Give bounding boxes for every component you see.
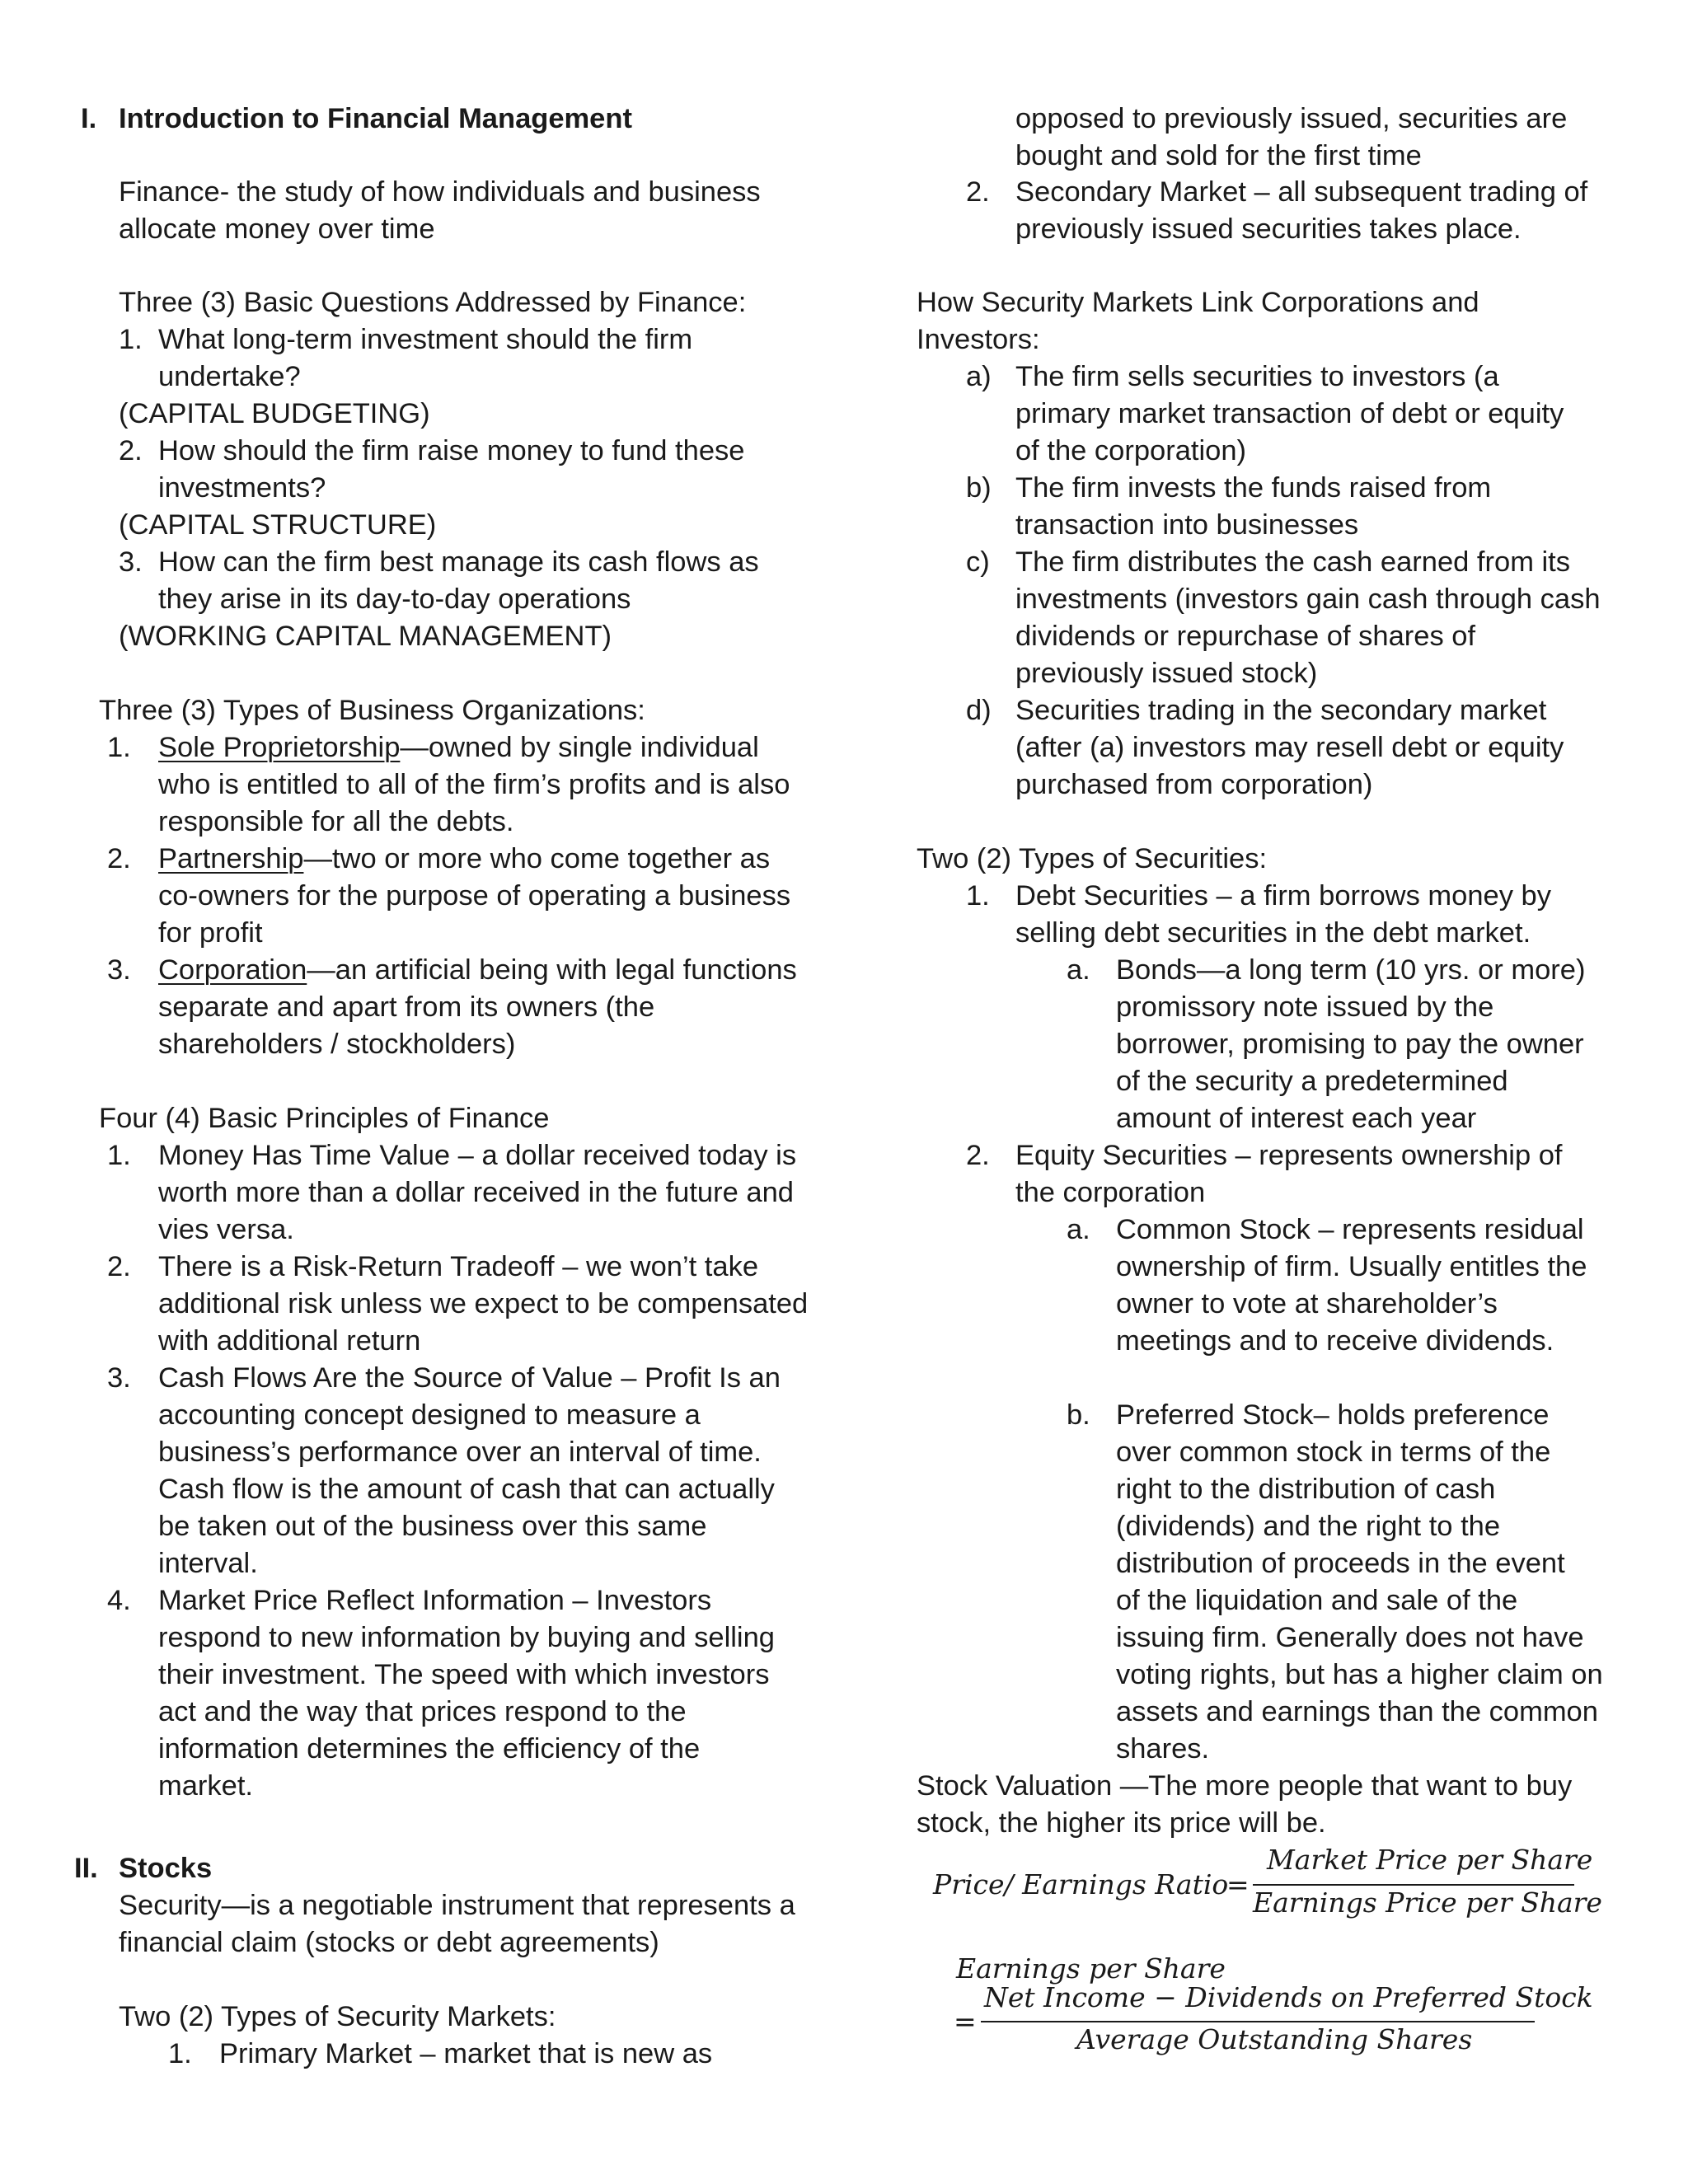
bonds-line: of the security a predetermined [1116, 1066, 1508, 1097]
principle-number: 2. [107, 1251, 131, 1282]
sub-item-letter: a. [1067, 1214, 1090, 1245]
principles-heading: Four (4) Basic Principles of Finance [99, 1103, 550, 1134]
finance-definition-line: allocate money over time [119, 213, 435, 245]
organization-line: co-owners for the purpose of operating a business [158, 880, 791, 912]
preferred-stock-line: right to the distribution of cash [1116, 1474, 1496, 1505]
common-stock-line: ownership of firm. Usually entitles the [1116, 1251, 1587, 1282]
market-line: Primary Market – market that is new as [219, 2038, 713, 2069]
preferred-stock-line: over common stock in terms of the [1116, 1436, 1551, 1468]
question-line: undertake? [158, 361, 301, 392]
sub-item-letter: a. [1067, 954, 1090, 986]
link-heading: Investors: [917, 324, 1040, 355]
stock-valuation-line: Stock Valuation —The more people that want to buy [917, 1770, 1573, 1802]
link-item-letter: d) [966, 695, 992, 726]
principle-line: respond to new information by buying and selling [158, 1622, 775, 1653]
security-definition-line: Security—is a negotiable instrument that represents a [119, 1890, 795, 1921]
principle-line: business’s performance over an interval of time. [158, 1436, 762, 1468]
link-item-line: investments (investors gain cash through cash [1015, 583, 1601, 615]
bonds-line: amount of interest each year [1116, 1103, 1477, 1134]
question-tag: (WORKING CAPITAL MANAGEMENT) [119, 621, 612, 652]
principle-line: accounting concept designed to measure a [158, 1399, 701, 1431]
question-line: How can the firm best manage its cash flows as [158, 546, 759, 578]
preferred-stock-line: of the liquidation and sale of the [1116, 1585, 1518, 1616]
bonds-line: promissory note issued by the [1116, 991, 1494, 1023]
organization-number: 2. [107, 843, 131, 874]
link-item-letter: a) [966, 361, 992, 392]
principle-line: vies versa. [158, 1214, 294, 1245]
organization-line: responsible for all the debts. [158, 806, 514, 837]
link-item-line: purchased from corporation) [1015, 769, 1373, 800]
common-stock-line: meetings and to receive dividends. [1116, 1325, 1554, 1357]
organization-line: who is entitled to all of the firm’s profits and is also [158, 769, 790, 800]
organization-line: for profit [158, 917, 263, 949]
question-tag: (CAPITAL STRUCTURE) [119, 509, 437, 541]
sub-item-letter: b. [1067, 1399, 1090, 1431]
market-line: opposed to previously issued, securities are [1015, 103, 1568, 134]
market-line: bought and sold for the first time [1015, 140, 1422, 171]
preferred-stock-line: assets and earnings than the common [1116, 1696, 1598, 1727]
principle-line: with additional return [158, 1325, 421, 1357]
debt-securities-line: Debt Securities – a firm borrows money by [1015, 880, 1551, 912]
organization-line: separate and apart from its owners (the [158, 991, 655, 1023]
principle-line: information determines the efficiency of the [158, 1733, 701, 1765]
market-line: previously issued securities takes place. [1015, 213, 1522, 245]
principle-line: Cash Flows Are the Source of Value – Profit Is an [158, 1362, 781, 1394]
eps-fraction-bar [981, 2021, 1535, 2022]
question-number: 2. [119, 435, 143, 466]
principle-number: 3. [107, 1362, 131, 1394]
question-line: How should the firm raise money to fund these [158, 435, 745, 466]
bonds-line: borrower, promising to pay the owner [1116, 1029, 1584, 1060]
security-definition-line: financial claim (stocks or debt agreements) [119, 1927, 659, 1958]
questions-heading: Three (3) Basic Questions Addressed by Finance: [119, 287, 747, 318]
pe-ratio-label: Price/ Earnings Ratio [933, 1868, 1229, 1900]
principle-line: Money Has Time Value – a dollar received today is [158, 1140, 797, 1171]
preferred-stock-line: shares. [1116, 1733, 1210, 1765]
organization-line: shareholders / stockholders) [158, 1029, 516, 1060]
principle-line: be taken out of the business over this same [158, 1511, 707, 1542]
organization-number: 1. [107, 732, 131, 763]
organizations-heading: Three (3) Types of Business Organizations: [99, 695, 645, 726]
principle-line: worth more than a dollar received in the future and [158, 1177, 794, 1208]
market-number: 2. [966, 176, 990, 208]
principle-line: their investment. The speed with which investors [158, 1659, 770, 1690]
organization-line [158, 956, 797, 985]
link-item-letter: b) [966, 472, 992, 504]
organization-line [158, 845, 770, 874]
section-1-title: Introduction to Financial Management [119, 103, 632, 134]
common-stock-line: Common Stock – represents residual [1116, 1214, 1584, 1245]
bonds-line: Bonds—a long term (10 yrs. or more) [1116, 954, 1586, 986]
question-line: What long-term investment should the firm [158, 324, 693, 355]
section-2-title: Stocks [119, 1853, 213, 1884]
preferred-stock-line: (dividends) and the right to the [1116, 1511, 1501, 1542]
principle-number: 4. [107, 1585, 131, 1616]
principle-line: market. [158, 1770, 254, 1802]
link-item-line: transaction into businesses [1015, 509, 1359, 541]
organization-description: —owned by single individual [400, 732, 759, 763]
link-item-line: The firm distributes the cash earned from its [1015, 546, 1571, 578]
question-line: they arise in its day-to-day operations [158, 583, 631, 615]
link-item-line: dividends or repurchase of shares of [1015, 621, 1476, 652]
principle-line: Market Price Reflect Information – Investors [158, 1585, 712, 1616]
question-number: 3. [119, 546, 143, 578]
pe-ratio-denominator: Earnings Price per Share [1253, 1886, 1602, 1919]
market-number: 1. [168, 2038, 192, 2069]
eps-numerator: Net Income − Dividends on Preferred Stock [984, 1981, 1593, 2013]
link-item-line: primary market transaction of debt or equity [1015, 398, 1564, 429]
finance-definition-line: Finance- the study of how individuals and business [119, 176, 761, 208]
organization-description: —an artificial being with legal functions [307, 954, 797, 986]
section-2-number: II. [74, 1853, 98, 1884]
organization-number: 3. [107, 954, 131, 986]
principle-line: Cash flow is the amount of cash that can actually [158, 1474, 775, 1505]
eps-equals: = [954, 2005, 977, 2037]
question-number: 1. [119, 324, 143, 355]
preferred-stock-line: issuing firm. Generally does not have [1116, 1622, 1584, 1653]
pe-ratio-equals: = [1226, 1868, 1250, 1900]
link-item-line: The firm sells securities to investors (a [1015, 361, 1499, 392]
markets-heading: Two (2) Types of Security Markets: [119, 2001, 556, 2032]
common-stock-line: owner to vote at shareholder’s [1116, 1288, 1498, 1319]
organization-term: Partnership [158, 843, 304, 874]
equity-securities-line: the corporation [1015, 1177, 1206, 1208]
preferred-stock-line: distribution of proceeds in the event [1116, 1548, 1565, 1579]
securities-types-heading: Two (2) Types of Securities: [917, 843, 1268, 874]
principle-line: additional risk unless we expect to be compensated [158, 1288, 809, 1319]
link-heading: How Security Markets Link Corporations and [917, 287, 1479, 318]
link-item-line: previously issued stock) [1015, 658, 1318, 689]
link-item-letter: c) [966, 546, 990, 578]
security-type-number: 2. [966, 1140, 990, 1171]
market-line: Secondary Market – all subsequent trading of [1015, 176, 1588, 208]
principle-line: act and the way that prices respond to the [158, 1696, 687, 1727]
link-item-line: of the corporation) [1015, 435, 1246, 466]
question-tag: (CAPITAL BUDGETING) [119, 398, 430, 429]
principle-line: interval. [158, 1548, 258, 1579]
security-type-number: 1. [966, 880, 990, 912]
pe-ratio-numerator: Market Price per Share [1267, 1844, 1593, 1876]
pe-ratio-fraction-bar [1253, 1884, 1574, 1886]
link-item-line: (after (a) investors may resell debt or equity [1015, 732, 1564, 763]
preferred-stock-line: Preferred Stock– holds preference [1116, 1399, 1550, 1431]
principle-line: There is a Risk-Return Tradeoff – we won’t take [158, 1251, 759, 1282]
organization-term: Corporation [158, 954, 307, 986]
question-line: investments? [158, 472, 326, 504]
equity-securities-line: Equity Securities – represents ownership of [1015, 1140, 1563, 1171]
organization-description: —two or more who come together as [303, 843, 771, 874]
eps-label: Earnings per Share [956, 1952, 1226, 1985]
stock-valuation-line: stock, the higher its price will be. [917, 1807, 1326, 1839]
debt-securities-line: selling debt securities in the debt market. [1015, 917, 1531, 949]
organization-term: Sole Proprietorship [158, 732, 401, 763]
section-1-number: I. [81, 103, 97, 134]
principle-number: 1. [107, 1140, 131, 1171]
link-item-line: The firm invests the funds raised from [1015, 472, 1492, 504]
link-item-line: Securities trading in the secondary market [1015, 695, 1547, 726]
eps-denominator: Average Outstanding Shares [1076, 2023, 1473, 2055]
preferred-stock-line: voting rights, but has a higher claim on [1116, 1659, 1603, 1690]
organization-line [158, 733, 759, 762]
